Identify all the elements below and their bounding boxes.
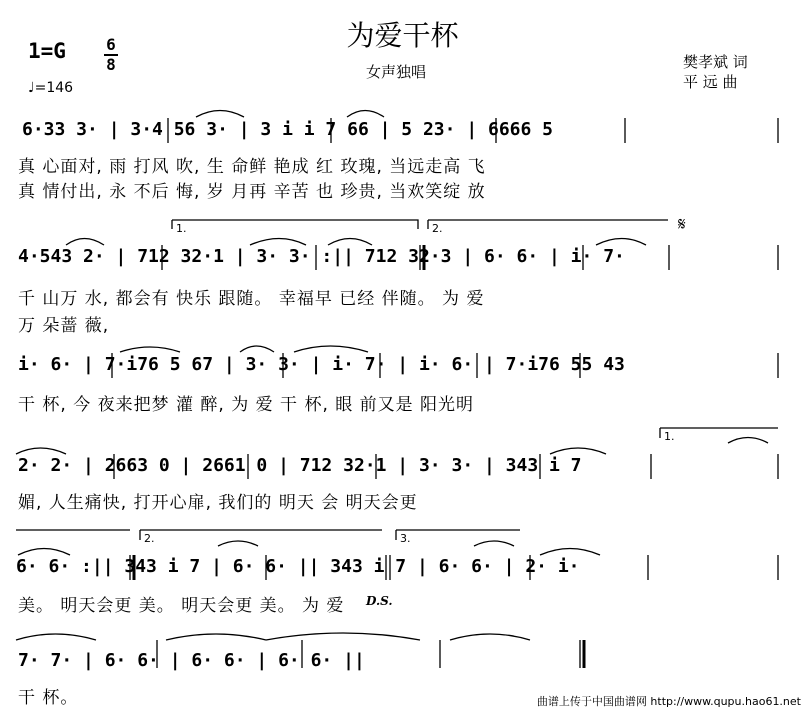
lyrics-row-1-verse-1: 真 心面对, 雨 打风 吹, 生 命鲜 艳成 红 玫瑰, 当远走高 飞 — [18, 157, 486, 177]
volta-3-label: 3. — [400, 532, 411, 545]
notation-row-3: i· 6· | 7·i76 5 67 | 3· 3· | i· 7· | i· 6· | 7·i76 55 43 — [18, 354, 625, 375]
lyrics-row-4: 媚, 人生痛快, 打开心扉, 我们的 明天 会 明天会更 — [18, 493, 418, 513]
source-footer: 曲谱上传于中国曲谱网 http://www.qupu.hao61.net — [536, 695, 801, 708]
volta-2-label: 2. — [432, 222, 443, 235]
lyricist-credit: 樊孝斌 词 — [683, 53, 748, 71]
da-segno-mark: D.S. — [366, 594, 393, 608]
lyrics-row-5: 美。 明天会更 美。 明天会更 美。 为 爱 — [18, 596, 345, 616]
notation-row-6: 7· 7· | 6· 6· | 6· 6· | 6· 6· || — [18, 650, 365, 671]
notation-row-2: 4·543 2· | 712 32·1 | 3· 3· :|| 712 32·3 | 6· 6· | i· 7· — [18, 246, 625, 267]
time-signature-bottom: 8 — [106, 55, 116, 74]
lyrics-row-2-verse-1: 千 山万 水, 都会有 快乐 跟随。 幸福早 已经 伴随。 为 爱 — [18, 289, 485, 309]
lyrics-row-6: 干 杯。 — [18, 688, 79, 708]
lyrics-row-2-verse-2: 万 朵蔷 薇, — [18, 316, 110, 336]
lyrics-row-3: 干 杯, 今 夜来把梦 灌 醉, 为 爱 干 杯, 眼 前又是 阳光明 — [18, 395, 475, 415]
time-signature-top: 6 — [106, 35, 116, 54]
subtitle: 女声独唱 — [366, 63, 427, 81]
volta-2-label-row-5: 2. — [144, 532, 155, 545]
notation-row-4: 2· 2· | 2663 0 | 2661 0 | 712 32·1 | 3· 3· | 343 i 7 — [18, 455, 582, 476]
notation-row-5: 6· 6· :|| 343 i 7 | 6· 6· || 343 i 7 | 6· 6· | 2· i· — [16, 556, 580, 577]
page-title: 为爱干杯 — [346, 19, 459, 52]
lyrics-row-1-verse-2: 真 情付出, 永 不后 悔, 岁 月再 辛苦 也 珍贵, 当欢笑绽 放 — [18, 182, 486, 202]
key-signature: 1=G — [28, 39, 66, 63]
segno-sign: 𝄋 — [678, 214, 686, 235]
composer-credit: 平 远 曲 — [683, 73, 738, 91]
notation-row-1: 6·33 3· | 3·4 56 3· | 3 i i 7 66 | 5 23· | 6666 5 — [22, 119, 554, 140]
volta-1-label-row-4: 1. — [664, 430, 675, 443]
tempo-marking: ♩=146 — [28, 80, 74, 96]
volta-1-label: 1. — [176, 222, 187, 235]
